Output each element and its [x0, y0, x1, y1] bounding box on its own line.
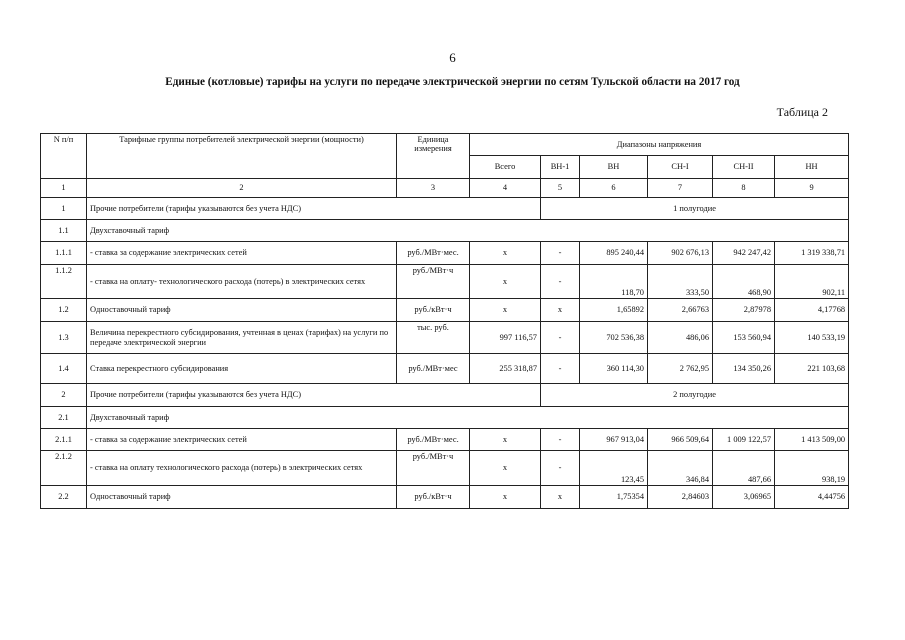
row-unit: руб./кВт·ч [397, 486, 470, 509]
cell-vn: 360 114,30 [580, 354, 648, 384]
cell-vn1: - [541, 354, 580, 384]
header-vn: ВН [580, 156, 648, 179]
row-num: 2.2 [41, 486, 87, 509]
cell-sn2: 134 350,26 [713, 354, 775, 384]
col-number: 7 [648, 179, 713, 198]
row-name: Ставка перекрестного субсидирования [87, 354, 397, 384]
cell-sn1: 2,66763 [648, 299, 713, 322]
row-name: - ставка за содержание электрических сетей [87, 242, 397, 265]
col-number: 3 [397, 179, 470, 198]
section-row [41, 384, 849, 407]
cell-vn: 895 240,44 [580, 242, 648, 265]
cell-nn: 4,17768 [775, 299, 849, 322]
subsection-row [41, 220, 849, 242]
cell-nn: 902,11 [775, 265, 849, 299]
header-sn2: СН-II [713, 156, 775, 179]
section-num: 1 [41, 198, 87, 220]
row-unit: руб./МВт·мес. [397, 242, 470, 265]
row-num: 1.2 [41, 299, 87, 322]
header-group: Тарифные группы потребителей электрической энергии (мощности) [87, 134, 397, 179]
table-row [41, 429, 849, 451]
header-sn1: СН-I [648, 156, 713, 179]
cell-vn1: - [541, 322, 580, 354]
row-name: Одноставочный тариф [87, 486, 397, 509]
col-number: 4 [470, 179, 541, 198]
subsection-row [41, 407, 849, 429]
cell-nn: 1 319 338,71 [775, 242, 849, 265]
row-num: 2.1.1 [41, 429, 87, 451]
cell-nn: 140 533,19 [775, 322, 849, 354]
cell-sn1: 902 676,13 [648, 242, 713, 265]
header-vn1: ВН-1 [541, 156, 580, 179]
row-num: 1.1.2 [41, 265, 87, 299]
row-name: Величина перекрестного субсидирования, учтенная в ценах (тарифах) на услуги по передаче электрической энергии [87, 322, 397, 354]
cell-vn1: x [541, 486, 580, 509]
row-num: 1.3 [41, 322, 87, 354]
row-name: - ставка за содержание электрических сетей [87, 429, 397, 451]
cell-vn: 1,65892 [580, 299, 648, 322]
column-number-row [41, 179, 849, 198]
header-unit: Единица измерения [397, 134, 470, 179]
section-period: 2 полугодие [541, 384, 849, 407]
table-row [41, 322, 849, 354]
table-row [41, 299, 849, 322]
row-name: - ставка на оплату технологического расхода (потерь) в электрических сетях [87, 451, 397, 486]
section-row [41, 198, 849, 220]
table-row [41, 486, 849, 509]
col-number: 9 [775, 179, 849, 198]
subsection-num: 2.1 [41, 407, 87, 429]
header-total: Всего [470, 156, 541, 179]
cell-vn1: - [541, 451, 580, 486]
cell-sn2: 942 247,42 [713, 242, 775, 265]
row-unit: тыс. руб. [397, 322, 470, 354]
table-row [41, 354, 849, 384]
section-title: Прочие потребители (тарифы указываются без учета НДС) [87, 198, 541, 220]
cell-sn1: 346,84 [648, 451, 713, 486]
cell-total: x [470, 265, 541, 299]
row-num: 2.1.2 [41, 451, 87, 486]
cell-vn: 1,75354 [580, 486, 648, 509]
cell-sn1: 486,06 [648, 322, 713, 354]
col-number: 2 [87, 179, 397, 198]
cell-vn1: x [541, 299, 580, 322]
cell-vn: 118,70 [580, 265, 648, 299]
section-title: Прочие потребители (тарифы указываются без учета НДС) [87, 384, 541, 407]
cell-nn: 4,44756 [775, 486, 849, 509]
cell-vn1: - [541, 242, 580, 265]
cell-sn2: 487,66 [713, 451, 775, 486]
cell-total: 255 318,87 [470, 354, 541, 384]
cell-sn1: 2 762,95 [648, 354, 713, 384]
cell-vn: 967 913,04 [580, 429, 648, 451]
col-number: 5 [541, 179, 580, 198]
cell-total: x [470, 299, 541, 322]
cell-sn2: 468,90 [713, 265, 775, 299]
row-num: 1.4 [41, 354, 87, 384]
row-name: Одноставочный тариф [87, 299, 397, 322]
row-name: - ставка на оплату- технологического расхода (потерь) в электрических сетях [87, 265, 397, 299]
cell-total: x [470, 486, 541, 509]
cell-total: x [470, 451, 541, 486]
cell-sn1: 966 509,64 [648, 429, 713, 451]
col-number: 1 [41, 179, 87, 198]
tariff-table [40, 133, 849, 509]
row-unit: руб./кВт·ч [397, 299, 470, 322]
header-row-main [41, 134, 849, 156]
cell-nn: 1 413 509,00 [775, 429, 849, 451]
subsection-title: Двухставочный тариф [87, 407, 849, 429]
table-label: Таблица 2 [776, 105, 828, 119]
document-title: Единые (котловые) тарифы на услуги по передаче электрической энергии по сетям Тульской области на 2017 год [165, 76, 740, 88]
row-unit: руб./МВт·ч [397, 451, 470, 486]
col-number: 8 [713, 179, 775, 198]
cell-sn2: 1 009 122,57 [713, 429, 775, 451]
header-num: N п/п [41, 134, 87, 179]
cell-nn: 938,19 [775, 451, 849, 486]
table-row [41, 451, 849, 486]
cell-sn1: 2,84603 [648, 486, 713, 509]
cell-vn1: - [541, 429, 580, 451]
cell-nn: 221 103,68 [775, 354, 849, 384]
cell-vn1: - [541, 265, 580, 299]
section-num: 2 [41, 384, 87, 407]
col-number: 6 [580, 179, 648, 198]
cell-sn2: 153 560,94 [713, 322, 775, 354]
cell-sn2: 2,87978 [713, 299, 775, 322]
header-nn: НН [775, 156, 849, 179]
cell-vn: 123,45 [580, 451, 648, 486]
header-ranges: Диапазоны напряжения [470, 134, 849, 156]
cell-total: x [470, 429, 541, 451]
row-unit: руб./МВт·мес [397, 354, 470, 384]
row-num: 1.1.1 [41, 242, 87, 265]
section-period: 1 полугодие [541, 198, 849, 220]
table-row [41, 242, 849, 265]
cell-total: x [470, 242, 541, 265]
cell-total: 997 116,57 [470, 322, 541, 354]
row-unit: руб./МВт·ч [397, 265, 470, 299]
page-number: 6 [449, 50, 456, 65]
subsection-title: Двухставочный тариф [87, 220, 849, 242]
cell-sn1: 333,50 [648, 265, 713, 299]
cell-vn: 702 536,38 [580, 322, 648, 354]
row-unit: руб./МВт·мес. [397, 429, 470, 451]
table-row [41, 265, 849, 299]
cell-sn2: 3,06965 [713, 486, 775, 509]
subsection-num: 1.1 [41, 220, 87, 242]
